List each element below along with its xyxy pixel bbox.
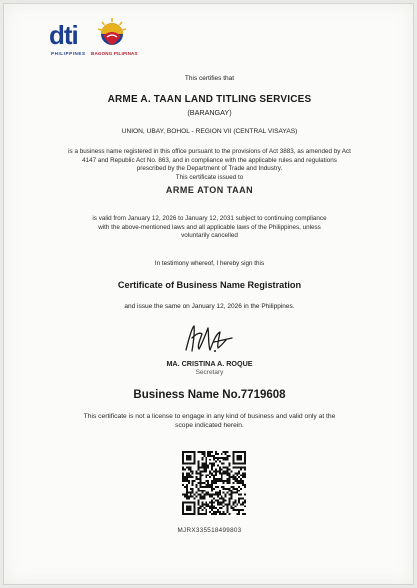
signatory-position: Secretary: [195, 369, 224, 376]
registration-paragraph: [24, 148, 395, 182]
dti-logo-subtext: PHILIPPINES: [51, 51, 86, 56]
certificate-page: [3, 3, 414, 585]
issued-text: and issue the same on January 12, 2026 in the Philippines.: [124, 303, 295, 310]
validity-line: is valid from January 12, 2026 to January 12, 2031 subject to continuing compliance: [92, 215, 327, 222]
business-address: UNION, UBAY, BOHOL - REGION VII (CENTRAL VISAYAS): [121, 128, 298, 135]
signatory-name: MA. CRISTINA A. ROQUE: [166, 359, 253, 368]
validity-line: with the above-mentioned laws and all applicable laws of the Philippines, unless: [98, 223, 321, 231]
registration-line: prescribed by the Department of Trade and Industry.: [136, 165, 283, 173]
bagong-pilipinas-emblem-icon: [96, 17, 128, 49]
validity-line: voluntarily cancelled: [181, 232, 238, 240]
business-name-number: Business Name No.7719608: [133, 389, 286, 401]
qr-code-icon: [182, 451, 246, 515]
disclaimer-paragraph: [24, 412, 395, 430]
disclaimer-line: scope indicated herein.: [175, 422, 244, 430]
intro-text: This certifies that: [184, 75, 235, 82]
verification-code: MJRX335518499803: [177, 527, 242, 534]
signature-icon: [180, 320, 240, 356]
registration-line: This certificate issued to: [175, 173, 244, 181]
owner-name: ARME ATON TAAN: [165, 185, 254, 195]
certificate-title: Certificate of Business Name Registration: [117, 280, 302, 290]
validity-paragraph: [24, 215, 395, 241]
dti-logo: dti: [49, 20, 78, 50]
bagong-pilipinas-text: BAGONG PILIPINAS: [91, 51, 138, 56]
business-scope: (BARANGAY): [187, 108, 232, 117]
business-name: ARME A. TAAN LAND TITLING SERVICES: [107, 94, 312, 105]
header-logos: [44, 16, 184, 62]
registration-line: is a business name registered in this office pursuant to the provisions of Act 3883, as amended by Act: [68, 148, 351, 155]
testimony-text: In testimony whereof, I hereby sign this: [154, 260, 265, 267]
disclaimer-line: This certificate is not a license to engage in any kind of business and valid only at the: [83, 413, 336, 420]
registration-line: 4147 and Republic Act No. 863, and in compliance with the applicable rules and regulations: [82, 156, 337, 164]
